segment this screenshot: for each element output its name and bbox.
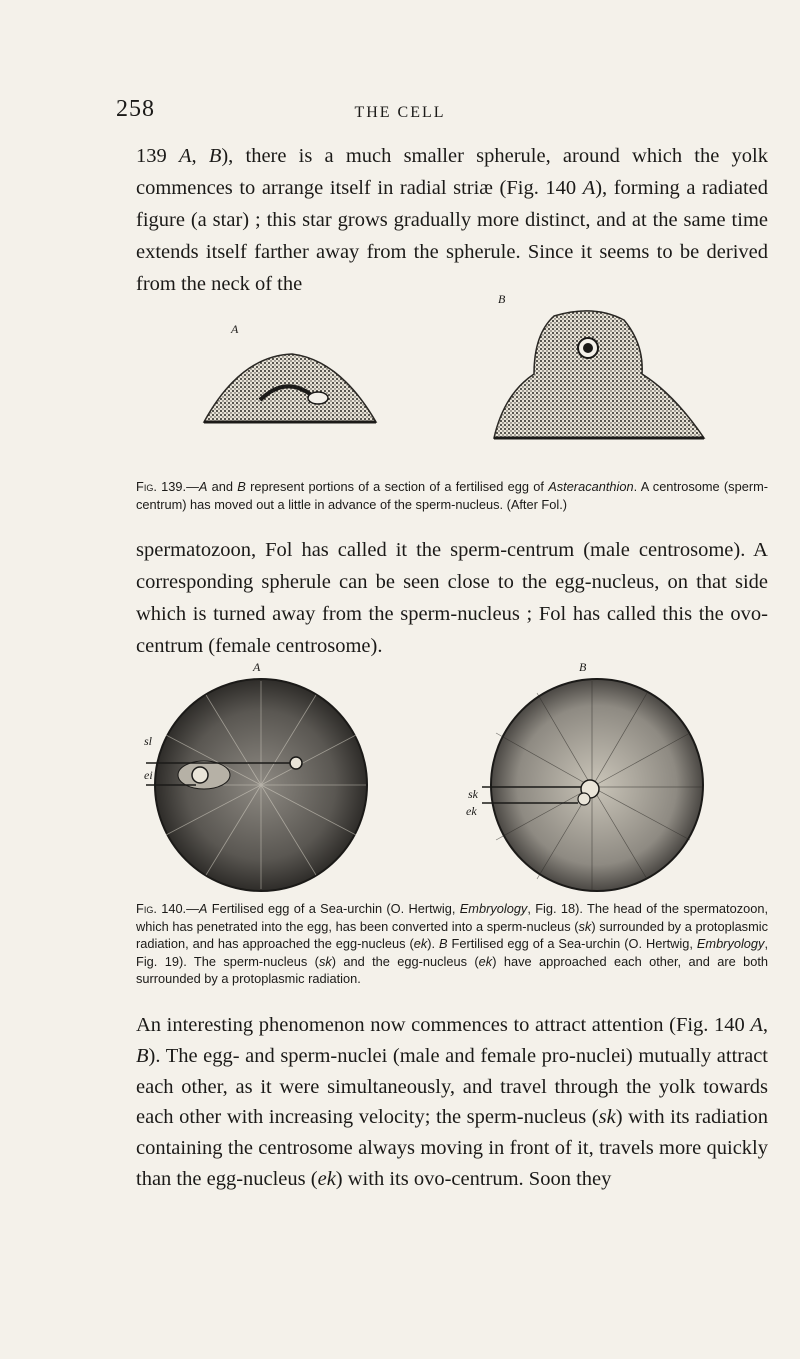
paragraph-2: spermatozoon, Fol has called it the sperm-centrum (male centrosome). A corresponding spherule can be seen close to the egg-nucleus, on that side which is turned away from the sperm-nucleus ; Fol has called this the ovo-centrum (female centrosome). (136, 539, 768, 657)
fig139-illustration-b (484, 304, 714, 444)
fig140-label-a: A (253, 660, 261, 674)
running-head: THE CELL (354, 104, 446, 121)
fig140-caption: Fig. 140.—A Fertilised egg of a Sea-urchin (O. Hertwig, Embryology, Fig. 18). The head of the spermatozoon, which has penetrated into the egg, has been converted into a sperm-nucleus (sk) surrounded by a protoplasmic radiation, and has approached the egg-nucleus (ek). B Fertilised egg of a Sea-urchin (O. Hertwig, Embryology, Fig. 19). The sperm-nucleus (sk) and the egg-nucleus (ek) have approached each other, and are both surrounded by a protoplasmic radiation. (136, 901, 769, 987)
fig140-label-b: B (579, 660, 587, 674)
fig140-illustration-b (482, 675, 712, 895)
fig140-label-ek: ek (466, 804, 477, 818)
fig140-label-sl: sl (144, 734, 153, 748)
page-number: 258 (116, 96, 155, 122)
fig139-illustration-a (200, 346, 380, 426)
paragraph-1: 139 A, B), there is a much smaller spherule, around which the yolk commences to arrange itself in radial striæ (Fig. 140 A), forming a radiated figure (a star) ; this star grows gradually more distinct, and at the same time extends itself farther away from the spherule. Since it seems to be derived from the neck of the (136, 145, 769, 295)
fig139-label-a: A (231, 322, 239, 336)
paragraph-3: An interesting phenomenon now commences to attract attention (Fig. 140 A, B). The egg- and sperm-nuclei (male and female pro-nuclei) mutually attract each other, as it were simultaneously, and travel through the yolk towards each other with increasing velocity; the sperm-nucleus (sk) with its radiation containing the centrosome always moving in front of it, travels more quickly than the egg-nucleus (ek) with its ovo-centrum. Soon they (136, 1014, 768, 1190)
fig139-caption: Fig. 139.—A and B represent portions of a section of a fertilised egg of Asteracanthion. A centrosome (sperm-centrum) has moved out a little in advance of the sperm-nucleus. (After Fol.) (136, 479, 769, 512)
fig140-illustration-a (146, 675, 376, 895)
fig140-label-sk: sk (468, 787, 478, 801)
fig139-label-b: B (498, 292, 506, 306)
fig140-label-ei: ei (144, 768, 153, 782)
